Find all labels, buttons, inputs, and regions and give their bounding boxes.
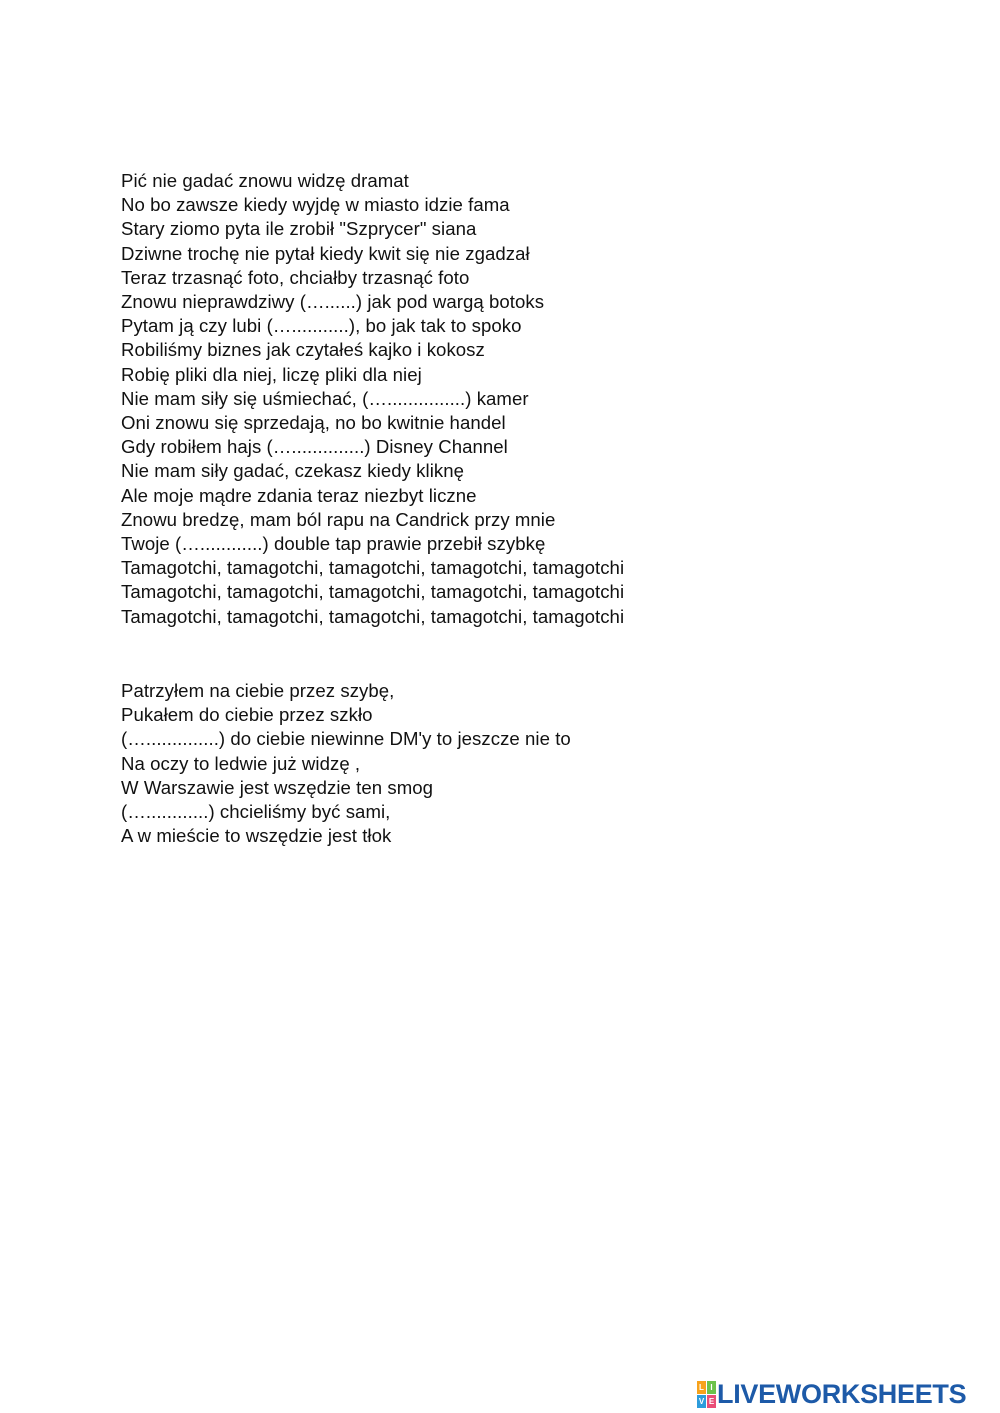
lyric-line: Robiliśmy biznes jak czytałeś kajko i kokosz <box>121 339 485 361</box>
lyric-line: Nie mam siły się uśmiechać, (…...............) kamer <box>121 387 529 409</box>
lyric-line: Na oczy to ledwie już widzę , <box>121 752 361 774</box>
lyric-line: A w mieście to wszędzie jest tłok <box>121 825 392 847</box>
logo-wordmark: LIVEWORKSHEETS <box>717 1379 967 1409</box>
lyrics-stanza-1 <box>121 169 821 629</box>
logo-square-l: L <box>697 1381 706 1394</box>
lyrics-stanza-2 <box>121 679 821 848</box>
lyric-line: W Warszawie jest wszędzie ten smog <box>121 776 434 798</box>
logo-square-i: I <box>707 1381 716 1394</box>
lyric-line: Tamagotchi, tamagotchi, tamagotchi, tamagotchi, tamagotchi <box>121 581 625 603</box>
lyric-line: Gdy robiłem hajs (…..............) Disney Channel <box>121 436 508 458</box>
lyric-line: Pytam ją czy lubi (…...........), bo jak tak to spoko <box>121 315 522 337</box>
liveworksheets-logo <box>697 1378 966 1410</box>
lyric-line: Pukałem do ciebie przez szkło <box>121 704 373 726</box>
logo-mark-icon <box>697 1381 716 1408</box>
lyric-line: Tamagotchi, tamagotchi, tamagotchi, tamagotchi, tamagotchi <box>121 605 625 627</box>
lyric-line: Robię pliki dla niej, liczę pliki dla niej <box>121 363 422 385</box>
lyric-line: (…............) chcieliśmy być sami, <box>121 801 391 823</box>
lyric-line: Nie mam siły gadać, czekasz kiedy kliknę <box>121 460 465 482</box>
lyric-line: Dziwne trochę nie pytał kiedy kwit się nie zgadzał <box>121 242 530 264</box>
lyric-line: (…..............) do ciebie niewinne DM'y to jeszcze nie to <box>121 728 571 750</box>
lyric-line: Patrzyłem na ciebie przez szybę, <box>121 680 395 701</box>
lyric-line: No bo zawsze kiedy wyjdę w miasto idzie fama <box>121 194 510 216</box>
lyric-line: Twoje (…............) double tap prawie przebił szybkę <box>121 533 546 555</box>
lyric-line: Oni znowu się sprzedają, no bo kwitnie handel <box>121 412 506 434</box>
logo-square-e: E <box>708 1396 715 1406</box>
lyric-line: Ale moje mądre zdania teraz niezbyt liczne <box>121 484 477 506</box>
lyric-line: Teraz trzasnąć foto, chciałby trzasnąć foto <box>121 266 470 288</box>
lyric-line: Pić nie gadać znowu widzę dramat <box>121 170 409 191</box>
logo-square-v: V <box>698 1396 705 1406</box>
lyric-line: Znowu nieprawdziwy (…......) jak pod wargą botoks <box>121 291 545 313</box>
lyric-line: Stary ziomo pyta ile zrobił "Szprycer" siana <box>121 218 477 240</box>
lyric-line: Znowu bredzę, mam ból rapu na Candrick przy mnie <box>121 508 556 530</box>
lyric-line: Tamagotchi, tamagotchi, tamagotchi, tamagotchi, tamagotchi <box>121 557 625 579</box>
